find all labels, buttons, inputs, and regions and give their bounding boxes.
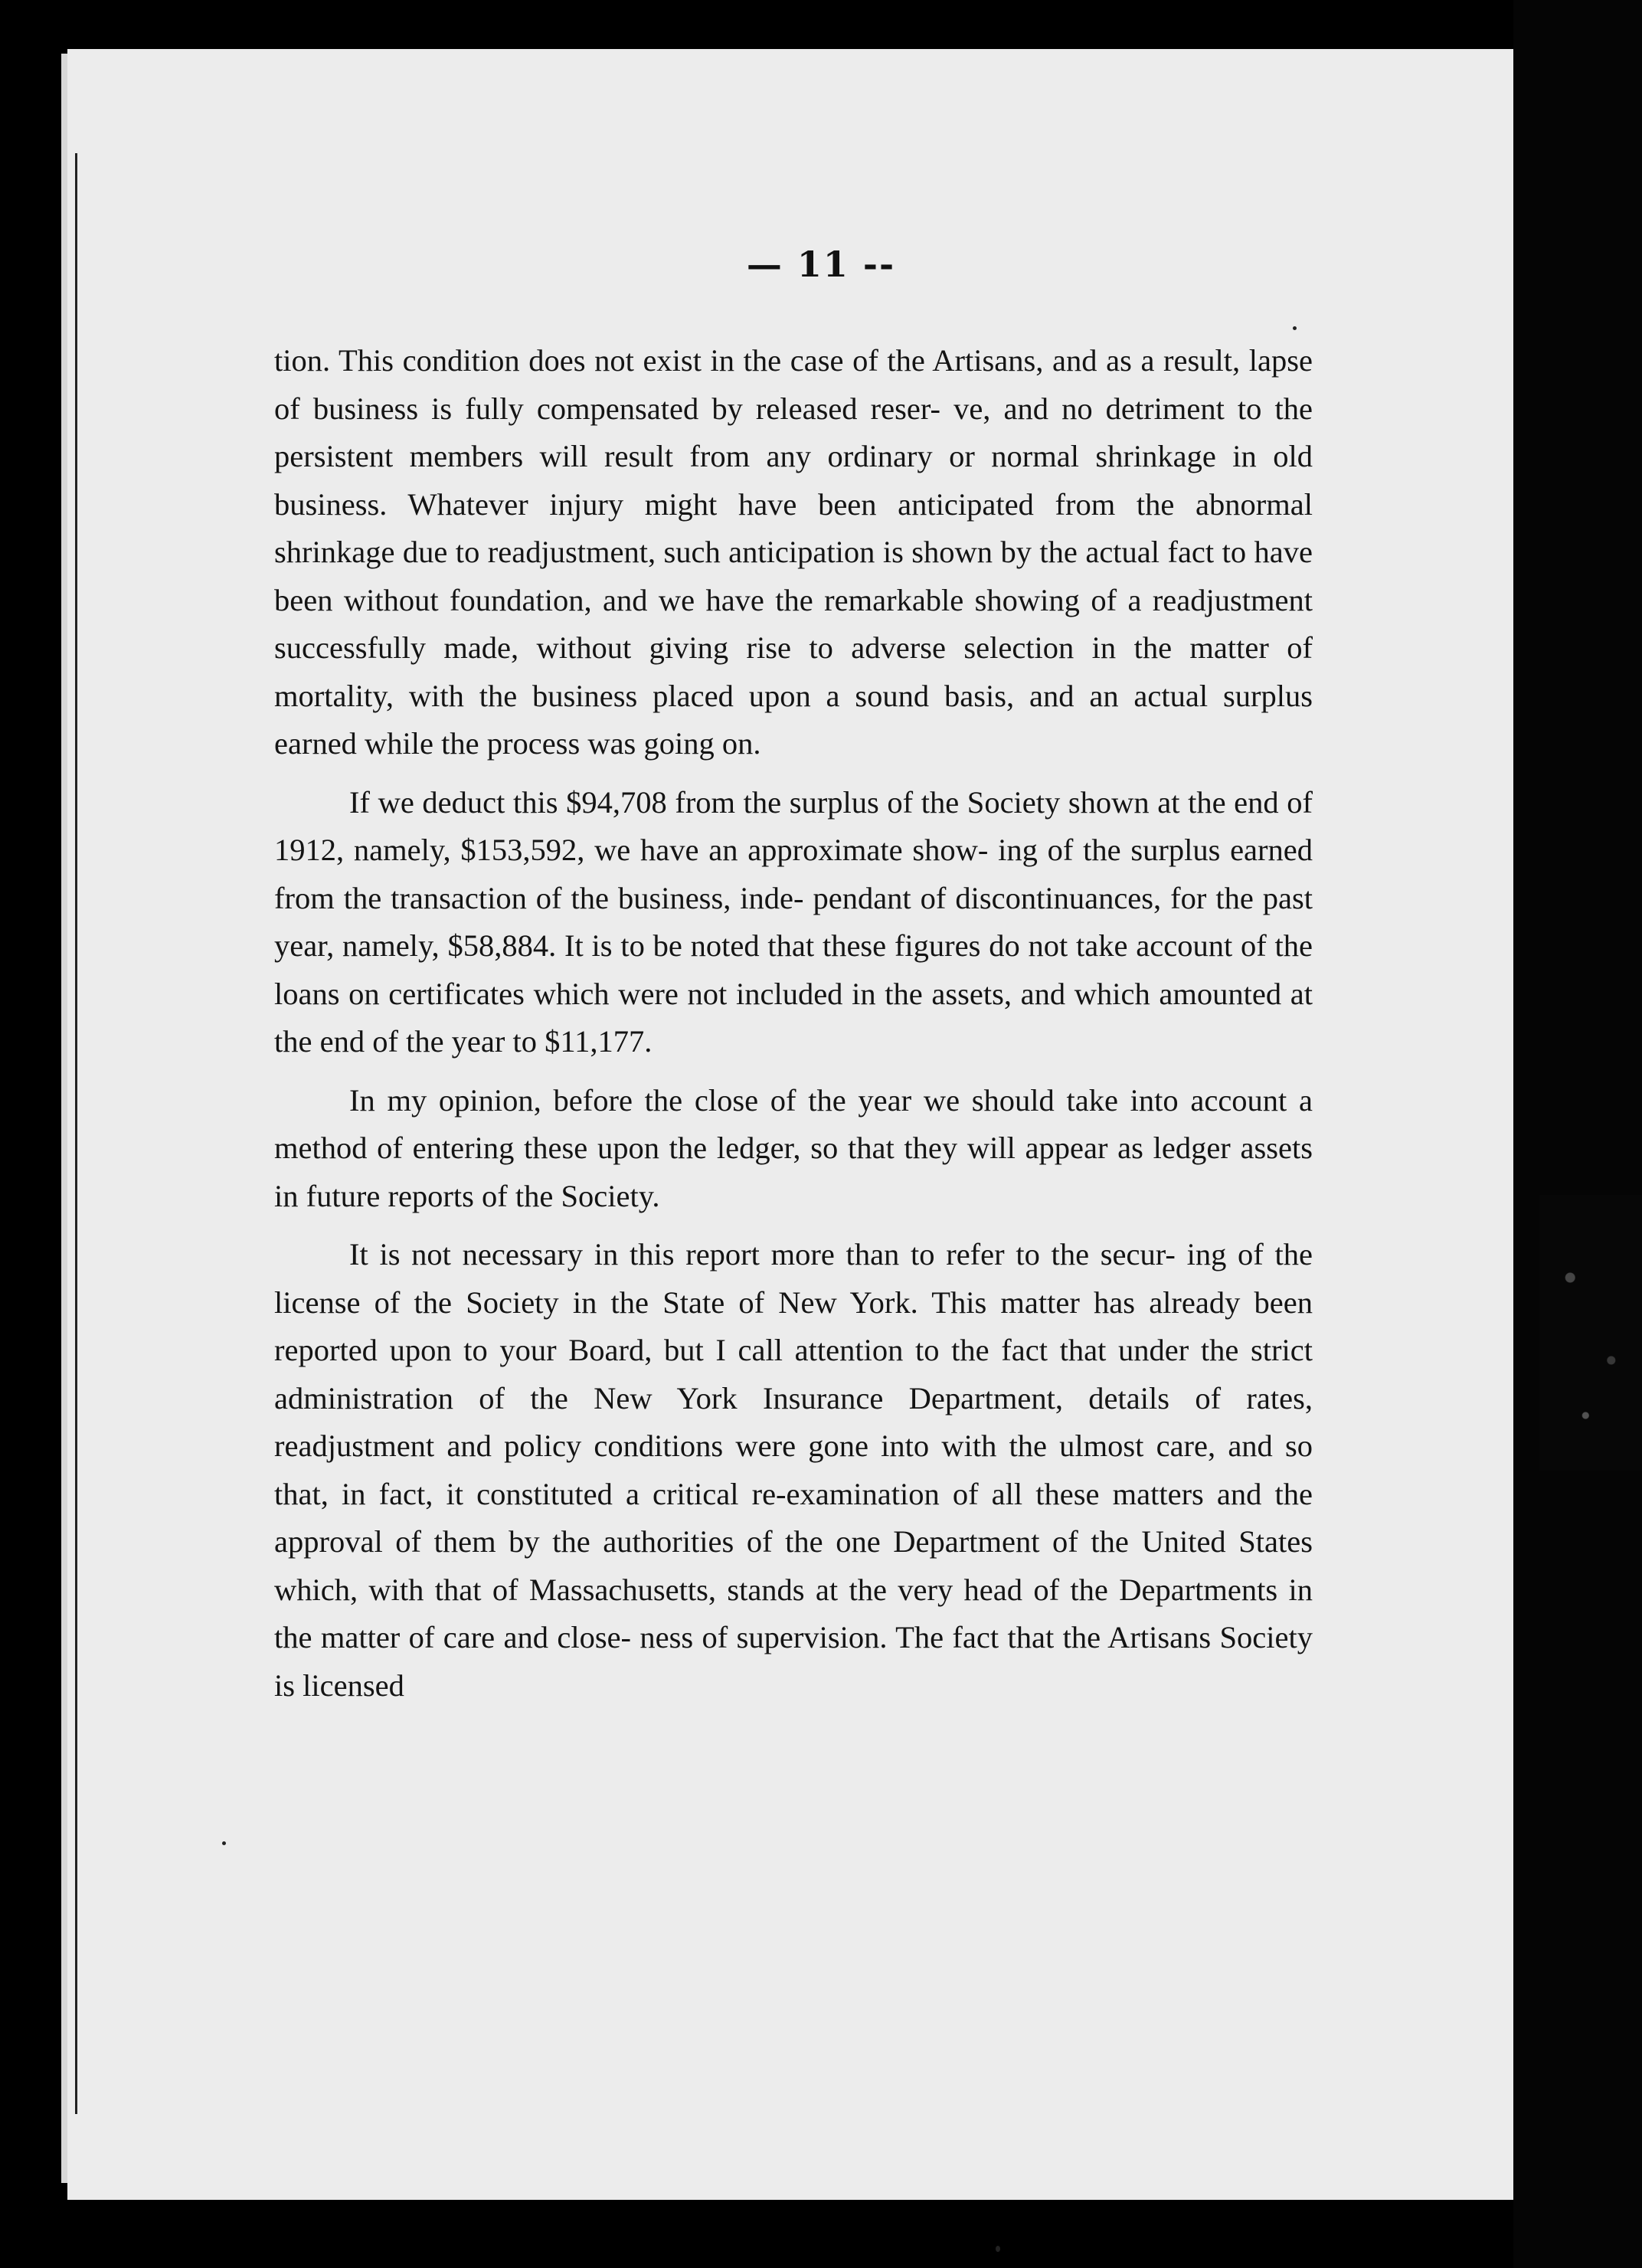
paragraph: In my opinion, before the close of the year we should take into account a method of entering these upon the ledger, so that they will appear as ledger assets in future reports of the Society. (274, 1082, 1313, 1213)
scan-noise (1539, 1195, 1642, 1471)
paragraph: tion. This condition does not exist in the case of the Artisans, and as a result, lapse of business is fully compensated by released reser- ve, and no detriment to the persistent members will result from any ordinary or normal shrinkage in old business. Whatever injury might have been anticipated from the abnormal shrinkage due to readjustment, such anticipation is shown by the actual fact to have been without foundation, and we have the remarkable showing of a readjustment successfully made, without giving rise to adverse selection in the matter of mortality, with the business placed upon a sound basis, and an actual surplus earned while the process was going on. (274, 343, 1313, 761)
scan-speck (996, 2246, 1000, 2252)
paragraph: If we deduct this $94,708 from the surplus of the Society shown at the end of 1912, namely, $153,592, we have an approximate show- ing of the surplus earned from the transaction of the business, inde- pendant of discontinuances, for the past year, namely, $58,884. It is to be noted that these figures do not take account of the loans on certificates which were not included in the assets, and which amounted at the end of the year to $11,177. (274, 784, 1313, 1059)
scan-background-right (1513, 0, 1642, 2268)
binding-line (75, 153, 77, 2114)
paragraph: It is not necessary in this report more than to refer to the secur- ing of the license of the Society in the State of New York. This matter has already been reported upon to your Board, but I call attention to the fact that under the strict administration of the New York Insurance Department, details of rates, readjustment and policy conditions were gone into with the ulmost care, and so that, in fact, it constituted a critical re-examination of all these matters and the approval of them by the authorities of the one Department of the United States which, with that of Massachusetts, stands at the very head of the Departments in the matter of care and close- ness of supervision. The fact that the Artisans Society is licensed (274, 1237, 1313, 1703)
page-left-edge (61, 54, 67, 2183)
scan-speck (222, 1841, 226, 1845)
scan-speck (1293, 326, 1297, 330)
page-number: — 11 -- (746, 244, 896, 285)
body-text (274, 337, 1313, 1720)
